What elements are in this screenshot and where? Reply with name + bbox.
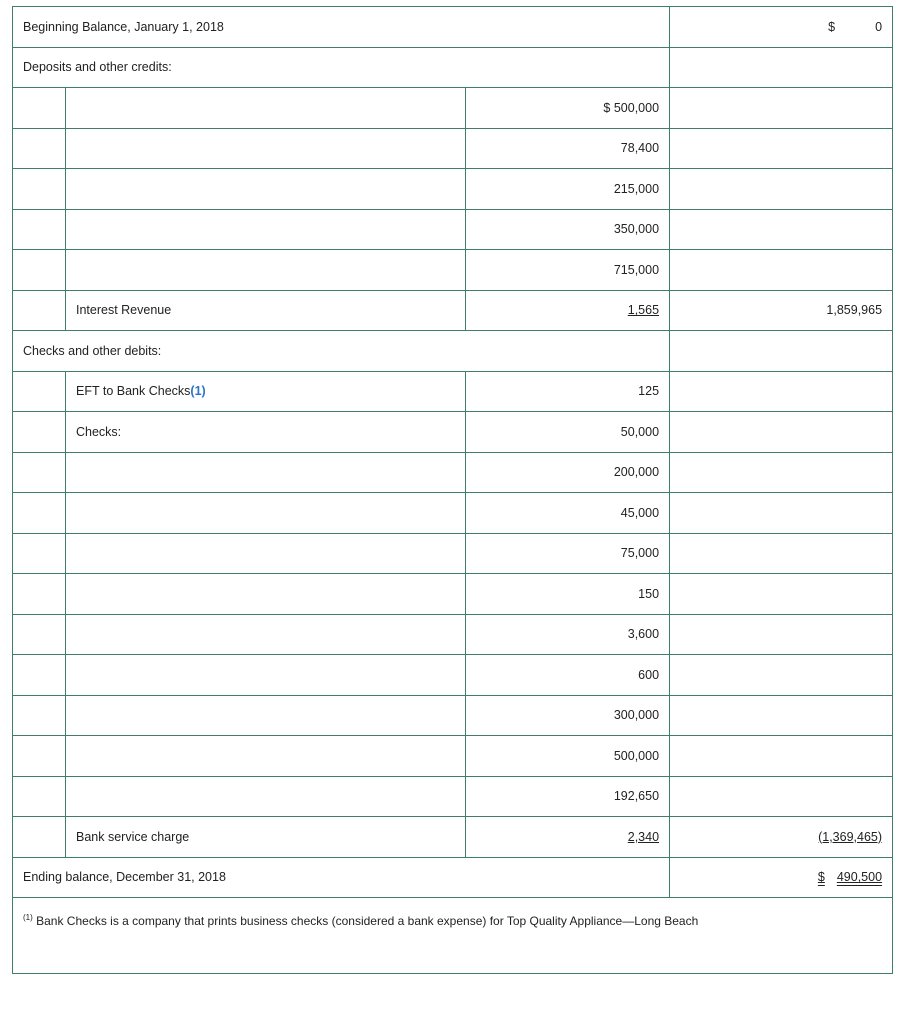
empty-cell — [670, 736, 893, 777]
footnote-marker: (1) — [23, 913, 33, 922]
footnote-ref-link[interactable]: (1) — [190, 384, 206, 399]
check-amount: 300,000 — [466, 695, 670, 736]
check-row — [13, 452, 893, 493]
check-amount: 600 — [466, 655, 670, 696]
check-amount: 75,000 — [466, 533, 670, 574]
indent-cell — [13, 88, 66, 129]
checks-header-row — [13, 331, 893, 372]
deposit-total — [670, 250, 893, 291]
eft-amount: 125 — [466, 371, 670, 412]
bank-service-charge-row — [13, 817, 893, 858]
deposits-header-row — [13, 47, 893, 88]
check-amount: 3,600 — [466, 614, 670, 655]
interest-revenue-amount — [466, 290, 670, 331]
check-amount: 200,000 — [466, 452, 670, 493]
check-row — [13, 614, 893, 655]
empty-cell — [670, 574, 893, 615]
checks-label-row — [13, 412, 893, 453]
empty-cell — [670, 47, 893, 88]
bank-service-charge-label: Bank service charge — [66, 817, 466, 858]
deposit-row — [13, 88, 893, 129]
eft-row — [13, 371, 893, 412]
check-description — [66, 493, 466, 534]
bank-service-charge-amount — [466, 817, 670, 858]
footnote — [13, 898, 893, 974]
empty-cell — [670, 331, 893, 372]
deposit-total — [670, 128, 893, 169]
check-description — [66, 695, 466, 736]
bank-statement-table — [12, 6, 893, 974]
interest-revenue-row — [13, 290, 893, 331]
deposit-total — [670, 169, 893, 210]
deposit-amount: 350,000 — [466, 209, 670, 250]
check-amount: 50,000 — [466, 412, 670, 453]
indent-cell — [13, 655, 66, 696]
empty-cell — [670, 533, 893, 574]
beginning-balance-amount — [670, 7, 893, 48]
checks-total — [670, 817, 893, 858]
checks-label: Checks: — [66, 412, 466, 453]
checks-total-value: (1,369,465) — [818, 829, 883, 844]
indent-cell — [13, 412, 66, 453]
deposit-amount: $ 500,000 — [466, 88, 670, 129]
indent-cell — [13, 614, 66, 655]
check-row — [13, 574, 893, 615]
indent-cell — [13, 209, 66, 250]
check-description — [66, 614, 466, 655]
dollar-sign: $ — [828, 19, 836, 34]
check-description — [66, 452, 466, 493]
empty-cell — [670, 614, 893, 655]
eft-label — [66, 371, 466, 412]
indent-cell — [13, 290, 66, 331]
deposit-description — [66, 88, 466, 129]
deposit-amount: 715,000 — [466, 250, 670, 291]
indent-cell — [13, 371, 66, 412]
footnote-text: Bank Checks is a company that prints business checks (considered a bank expense) for Top Quality Appliance—Long Beach — [36, 914, 699, 928]
deposit-description — [66, 209, 466, 250]
deposit-row — [13, 169, 893, 210]
deposit-row — [13, 209, 893, 250]
deposit-amount: 78,400 — [466, 128, 670, 169]
footnote-row — [13, 898, 893, 974]
check-amount: 45,000 — [466, 493, 670, 534]
check-row — [13, 736, 893, 777]
empty-cell — [670, 655, 893, 696]
beginning-balance-value: 0 — [875, 19, 883, 34]
check-description — [66, 736, 466, 777]
check-description — [66, 655, 466, 696]
deposits-total: 1,859,965 — [670, 290, 893, 331]
check-row — [13, 533, 893, 574]
indent-cell — [13, 128, 66, 169]
deposit-amount: 215,000 — [466, 169, 670, 210]
indent-cell — [13, 736, 66, 777]
check-amount: 500,000 — [466, 736, 670, 777]
check-row — [13, 493, 893, 534]
ending-balance-value: 490,500 — [836, 870, 883, 885]
indent-cell — [13, 169, 66, 210]
deposits-header: Deposits and other credits: — [13, 47, 670, 88]
check-description — [66, 776, 466, 817]
dollar-sign: $ — [817, 870, 825, 885]
deposit-row — [13, 250, 893, 291]
beginning-balance-label: Beginning Balance, January 1, 2018 — [13, 7, 670, 48]
bank-service-charge-value: 2,340 — [627, 829, 660, 844]
indent-cell — [13, 493, 66, 534]
check-description — [66, 574, 466, 615]
check-row — [13, 776, 893, 817]
indent-cell — [13, 452, 66, 493]
deposit-total — [670, 209, 893, 250]
check-row — [13, 695, 893, 736]
ending-balance-row — [13, 857, 893, 898]
check-amount: 150 — [466, 574, 670, 615]
indent-cell — [13, 776, 66, 817]
empty-cell — [670, 695, 893, 736]
indent-cell — [13, 695, 66, 736]
deposit-description — [66, 250, 466, 291]
ending-balance-double-underlined — [818, 870, 882, 884]
beginning-balance-row — [13, 7, 893, 48]
indent-cell — [13, 250, 66, 291]
check-row — [13, 655, 893, 696]
check-description — [66, 533, 466, 574]
deposit-row — [13, 128, 893, 169]
empty-cell — [670, 776, 893, 817]
deposit-description — [66, 128, 466, 169]
eft-text: EFT to Bank Checks — [76, 384, 191, 399]
empty-cell — [670, 371, 893, 412]
indent-cell — [13, 574, 66, 615]
check-amount: 192,650 — [466, 776, 670, 817]
checks-header: Checks and other debits: — [13, 331, 670, 372]
ending-balance-amount — [670, 857, 893, 898]
empty-cell — [670, 493, 893, 534]
ending-balance-label: Ending balance, December 31, 2018 — [13, 857, 670, 898]
indent-cell — [13, 817, 66, 858]
interest-revenue-label: Interest Revenue — [66, 290, 466, 331]
deposit-description — [66, 169, 466, 210]
empty-cell — [670, 412, 893, 453]
indent-cell — [13, 533, 66, 574]
deposit-total — [670, 88, 893, 129]
empty-cell — [670, 452, 893, 493]
interest-revenue-value: 1,565 — [627, 303, 660, 318]
